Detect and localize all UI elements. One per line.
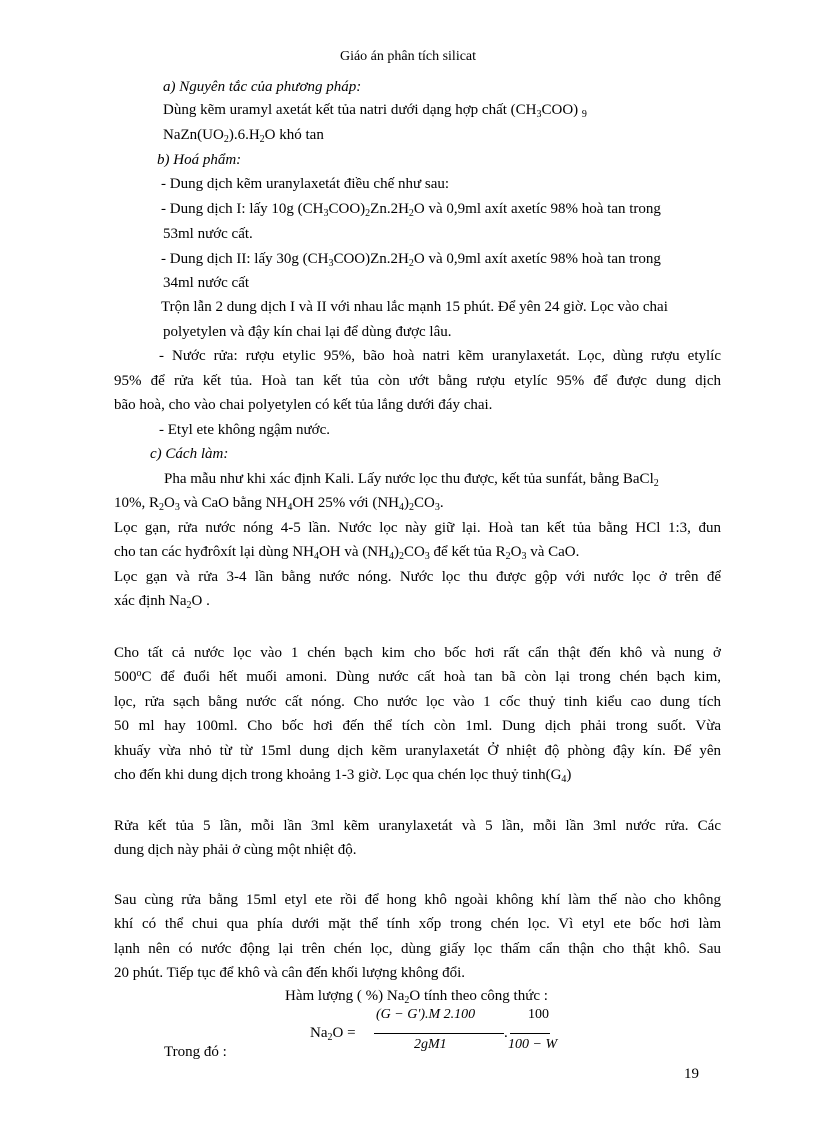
formula-numerator-2: 100 [528, 1007, 549, 1022]
section-c-p5-line2: dung dịch này phải ở cùng một nhiệt độ. [114, 842, 357, 858]
formula-denominator-2: 100 − W [508, 1037, 558, 1052]
section-c-p4-line1: Cho tất cả nước lọc vào 1 chén bạch kim cho bốc hơi rất cẩn thật đến khô và nung ở [114, 645, 721, 661]
trong-do: Trong đó : [164, 1044, 227, 1060]
section-c-p3-line1: Lọc gạn và rửa 3‐4 lần bằng nước nóng. Nước lọc thu được gộp với nước lọc ở trên để [114, 569, 721, 585]
formula [310, 1004, 558, 1064]
section-c-p4-line3: lọc, rửa sạch bằng nước cất nóng. Cho nước lọc vào 1 cốc thuỷ tinh kiểu cao dung tích [114, 694, 721, 710]
section-a-line1: Dùng kẽm uramyl axetát kết tủa natri dưới dạng hợp chất $(CH_3COO)$ $_9$ [163, 102, 587, 120]
section-b-line6: Trộn lẫn 2 dung dịch I và II với nhau lắc mạnh 15 phút. Để yên 24 giờ. Lọc vào chai [161, 299, 668, 315]
section-b-line5: 34ml nước cất [163, 275, 250, 291]
section-c-p6-line4: 20 phút. Tiếp tục để khô và cân đến khối lượng không đổi. [114, 965, 466, 981]
formula-numerator-1: (G − G').M 2.100 [376, 1007, 476, 1022]
section-c-p1-line2: 10%, $R_2O_3$ và CaO bằng $NH_4OH$ 25% với $(NH_4)_2CO_3$. [114, 495, 444, 513]
section-b-line1: ‐ Dung dịch kẽm uranylaxetát điều chế như sau: [161, 176, 450, 192]
section-c-p6-line2: khí có thể chui qua phía dưới mặt thể tính xốp trong chén lọc. Vì etyl ete bốc hơi làm [114, 916, 721, 932]
section-c-p2-line2: cho tan các hyđrôxít lại dùng $NH_4OH$ và $(NH_4)_2CO_3$ để kết tủa $R_2O_3$ và CaO. [114, 544, 580, 562]
section-b-line4: ‐ Dung dịch II: lấy 30g $(CH_3COO)Zn.2H_2O$ và 0,9ml axít axetíc 98% hoà tan trong [161, 251, 661, 269]
formula-denominator-1: 2gM1 [414, 1037, 447, 1052]
section-b-line8: ‐ Nước rửa: rượu etylic 95%, bão hoà natri kẽm uranylaxetát. Lọc, dùng rượu etylíc [159, 348, 721, 364]
section-b-line3: 53ml nước cất. [163, 226, 253, 242]
section-c-p3-line2: xác định $Na_2O$ . [114, 593, 210, 611]
section-b-line11: ‐ Etyl ete không ngậm nước. [159, 422, 331, 438]
section-c-title: c) Cách làm: [150, 446, 229, 462]
section-a-line2: $NaZn(UO_2).6.H_2O$ khó tan [163, 127, 324, 145]
section-b-line9: 95% để rửa kết tủa. Hoà tan kết tủa còn ướt bằng rượu etylíc 95% để được dung dịch [114, 373, 721, 389]
section-c-p6-line3: lạnh nên có nước động lại trên chén lọc, dùng giấy lọc thấm cẩn thận cho thật khô. Sau [114, 941, 721, 957]
section-b-line7: polyetylen và đậy kín chai lại để dùng được lâu. [163, 324, 452, 340]
section-b-line10: bão hoà, cho vào chai polyetylen có kết tủa lắng dưới đáy chai. [114, 397, 493, 413]
section-b-title: b) Hoá phẩm: [157, 152, 242, 168]
formula-fraction-bar-2 [510, 1033, 550, 1034]
section-c-p4-line2: 500$^o$C để đuổi hết muối amoni. Dùng nước cất hoà tan bã còn lại trong chén bạch kim, [114, 668, 721, 685]
section-c-p4-line4: 50 ml hay 100ml. Cho bốc hơi đến thể tích còn 1ml. Dung dịch phải trong suốt. Vừa [114, 718, 721, 734]
formula-fraction-bar-1 [374, 1033, 504, 1034]
formula-lhs: $Na_2O$ = [310, 1025, 356, 1043]
section-c-p1-line1: Pha mẫu như khi xác định Kali. Lấy nước lọc thu được, kết tủa sunfát, bằng BaCl$_2$ [164, 471, 659, 489]
formula-intro: Hàm lượng ( %) $Na_2O$ tính theo công thức : [285, 988, 548, 1006]
section-c-p6-line1: Sau cùng rửa bằng 15ml etyl ete rồi để hong khô ngoài không khí làm thế nào cho không [114, 892, 721, 908]
page-number: 19 [684, 1066, 699, 1082]
formula-dot: . [504, 1025, 508, 1041]
section-c-p5-line1: Rửa kết tủa 5 lần, mỗi lần 3ml kẽm uranylaxetát và 5 lần, mỗi lần 3ml nước rửa. Các [114, 818, 721, 834]
section-c-p4-line5: khuấy vừa nhỏ từ từ 15ml dung dịch kẽm uranylaxetát Ở nhiệt độ phòng đậy kín. Để yên [114, 743, 721, 759]
running-header: Giáo án phân tích silicat [339, 49, 477, 64]
section-c-p4-line6: cho đến khi dung dịch trong khoảng 1‐3 giờ. Lọc qua chén lọc thuỷ $tinh(G_4)$ [114, 767, 572, 785]
section-a-title: a) Nguyên tắc của phương pháp: [163, 79, 362, 95]
section-c-p2-line1: Lọc gạn, rửa nước nóng 4‐5 lần. Nước lọc này giữ lại. Hoà tan kết tủa bằng HCl 1:3, đun [114, 520, 721, 536]
section-b-line2: ‐ Dung dịch I: lấy 10g $(CH_3COO)_2Zn.2H_2O$ và 0,9ml axít axetíc 98% hoà tan trong [161, 201, 661, 219]
